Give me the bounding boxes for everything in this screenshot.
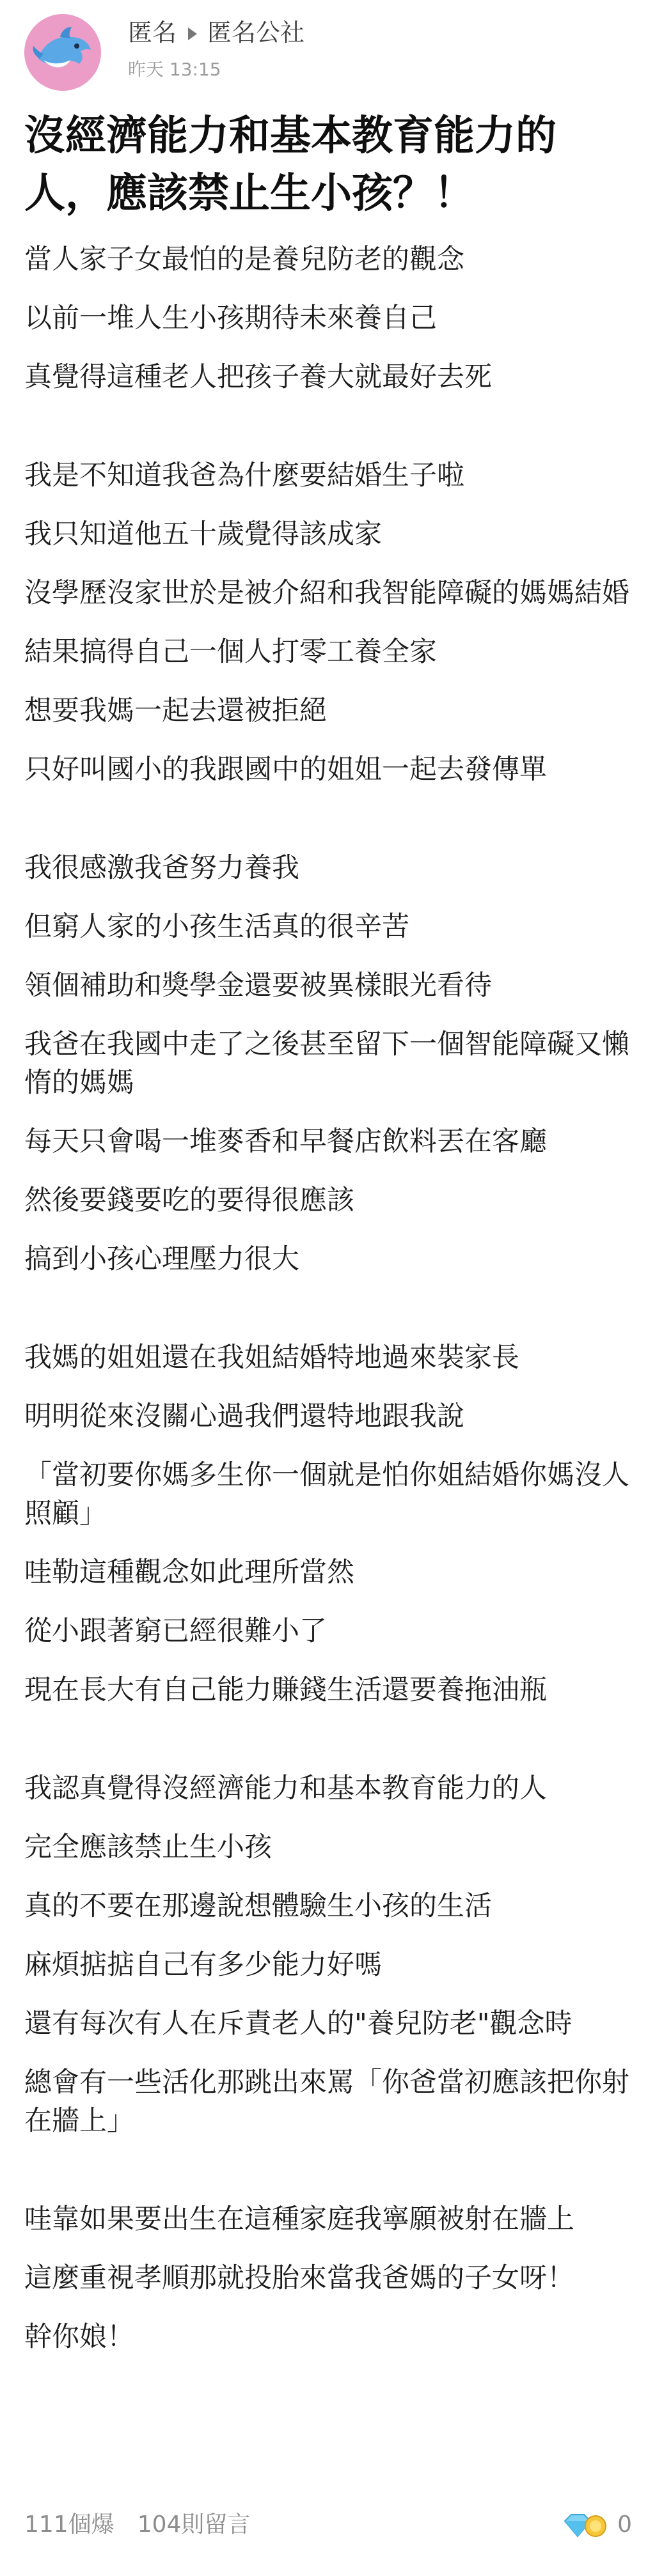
post-header [24, 14, 632, 91]
content-line: 想要我媽一起去還被拒絕 [24, 695, 327, 727]
content-line: 我只知道他五十歲覺得該成家 [24, 518, 382, 550]
content-line: 現在長大有自己能力賺錢生活還要養拖油瓶 [24, 1674, 547, 1706]
triangle-right-icon [188, 27, 197, 40]
content-line: 這麼重視孝順那就投胎來當我爸媽的子女呀！ [24, 2262, 574, 2294]
views-count: 111個爆 [24, 2511, 114, 2538]
author-name[interactable]: 匿名 [128, 19, 177, 47]
post-title: 沒經濟能力和基本教育能力的人，應該禁止生小孩？！ [24, 113, 556, 217]
reward-button[interactable] [562, 2510, 632, 2540]
content-line: 然後要錢要吃的要得很應該 [24, 1184, 354, 1216]
content-line: 「當初要你媽多生你一個就是怕你姐結婚你媽沒人照顧」 [24, 1459, 629, 1530]
content-line: 明明從來沒關心過我們還特地跟我說 [24, 1401, 464, 1432]
paragraph-gap [24, 417, 632, 456]
paragraph-gap [24, 1730, 632, 1769]
paragraph-gap [24, 1299, 632, 1338]
author-avatar[interactable] [24, 14, 101, 91]
post-content [24, 240, 632, 2377]
post-stats [24, 2511, 273, 2539]
content-line: 以前一堆人生小孩期待未來養自己 [24, 302, 437, 334]
content-line: 麻煩掂掂自己有多少能力好嗎 [24, 1949, 382, 1981]
content-line: 但窮人家的小孩生活真的很辛苦 [24, 911, 409, 943]
content-line: 我很感激我爸努力養我 [24, 852, 299, 884]
content-line: 真的不要在那邊說想體驗生小孩的生活 [24, 1890, 492, 1922]
content-line: 總會有一些活化那跳出來罵「你爸當初應該把你射在牆上」 [24, 2067, 629, 2137]
content-line: 沒學歷沒家世於是被介紹和我智能障礙的媽媽結婚 [24, 577, 629, 609]
content-line: 領個補助和獎學金還要被異樣眼光看待 [24, 970, 492, 1002]
content-line: 哇靠如果要出生在這種家庭我寧願被射在牆上 [24, 2203, 574, 2235]
paragraph-gap [24, 2161, 632, 2200]
post-footer [24, 2506, 632, 2544]
paragraph-gap [24, 809, 632, 849]
content-line: 只好叫國小的我跟國中的姐姐一起去發傳單 [24, 754, 547, 786]
content-line: 我是不知道我爸為什麼要結婚生子啦 [24, 460, 464, 492]
content-line: 還有每次有人在斥責老人的"養兒防老"觀念時 [24, 2008, 572, 2040]
content-line: 完全應該禁止生小孩 [24, 1831, 272, 1863]
content-line: 我媽的姐姐還在我姐結婚特地過來裝家長 [24, 1342, 519, 1374]
content-line: 結果搞得自己一個人打零工養全家 [24, 636, 437, 668]
content-line: 我認真覺得沒經濟能力和基本教育能力的人 [24, 1773, 547, 1804]
post-meta [128, 18, 304, 81]
content-line: 我爸在我國中走了之後甚至留下一個智能障礙又懶惰的媽媽 [24, 1028, 629, 1099]
breadcrumb [128, 18, 304, 47]
content-line: 幹你娘！ [24, 2321, 134, 2353]
comments-count[interactable]: 104則留言 [137, 2511, 251, 2538]
board-name[interactable]: 匿名公社 [207, 19, 305, 47]
content-line: 真覺得這種老人把孩子養大就最好去死 [24, 361, 492, 393]
content-line: 當人家子女最怕的是養兒防老的觀念 [24, 244, 464, 275]
dolphin-icon [24, 14, 101, 91]
content-line: 從小跟著窮已經很難小了 [24, 1615, 327, 1647]
content-line: 每天只會喝一堆麥香和早餐店飲料丟在客廳 [24, 1126, 547, 1158]
content-line: 哇勒這種觀念如此理所當然 [24, 1556, 354, 1588]
diamond-coin-icon [562, 2511, 608, 2539]
reward-count: 0 [617, 2511, 632, 2538]
post-time: 昨天 13:15 [128, 59, 221, 80]
content-line: 搞到小孩心理壓力很大 [24, 1243, 299, 1275]
